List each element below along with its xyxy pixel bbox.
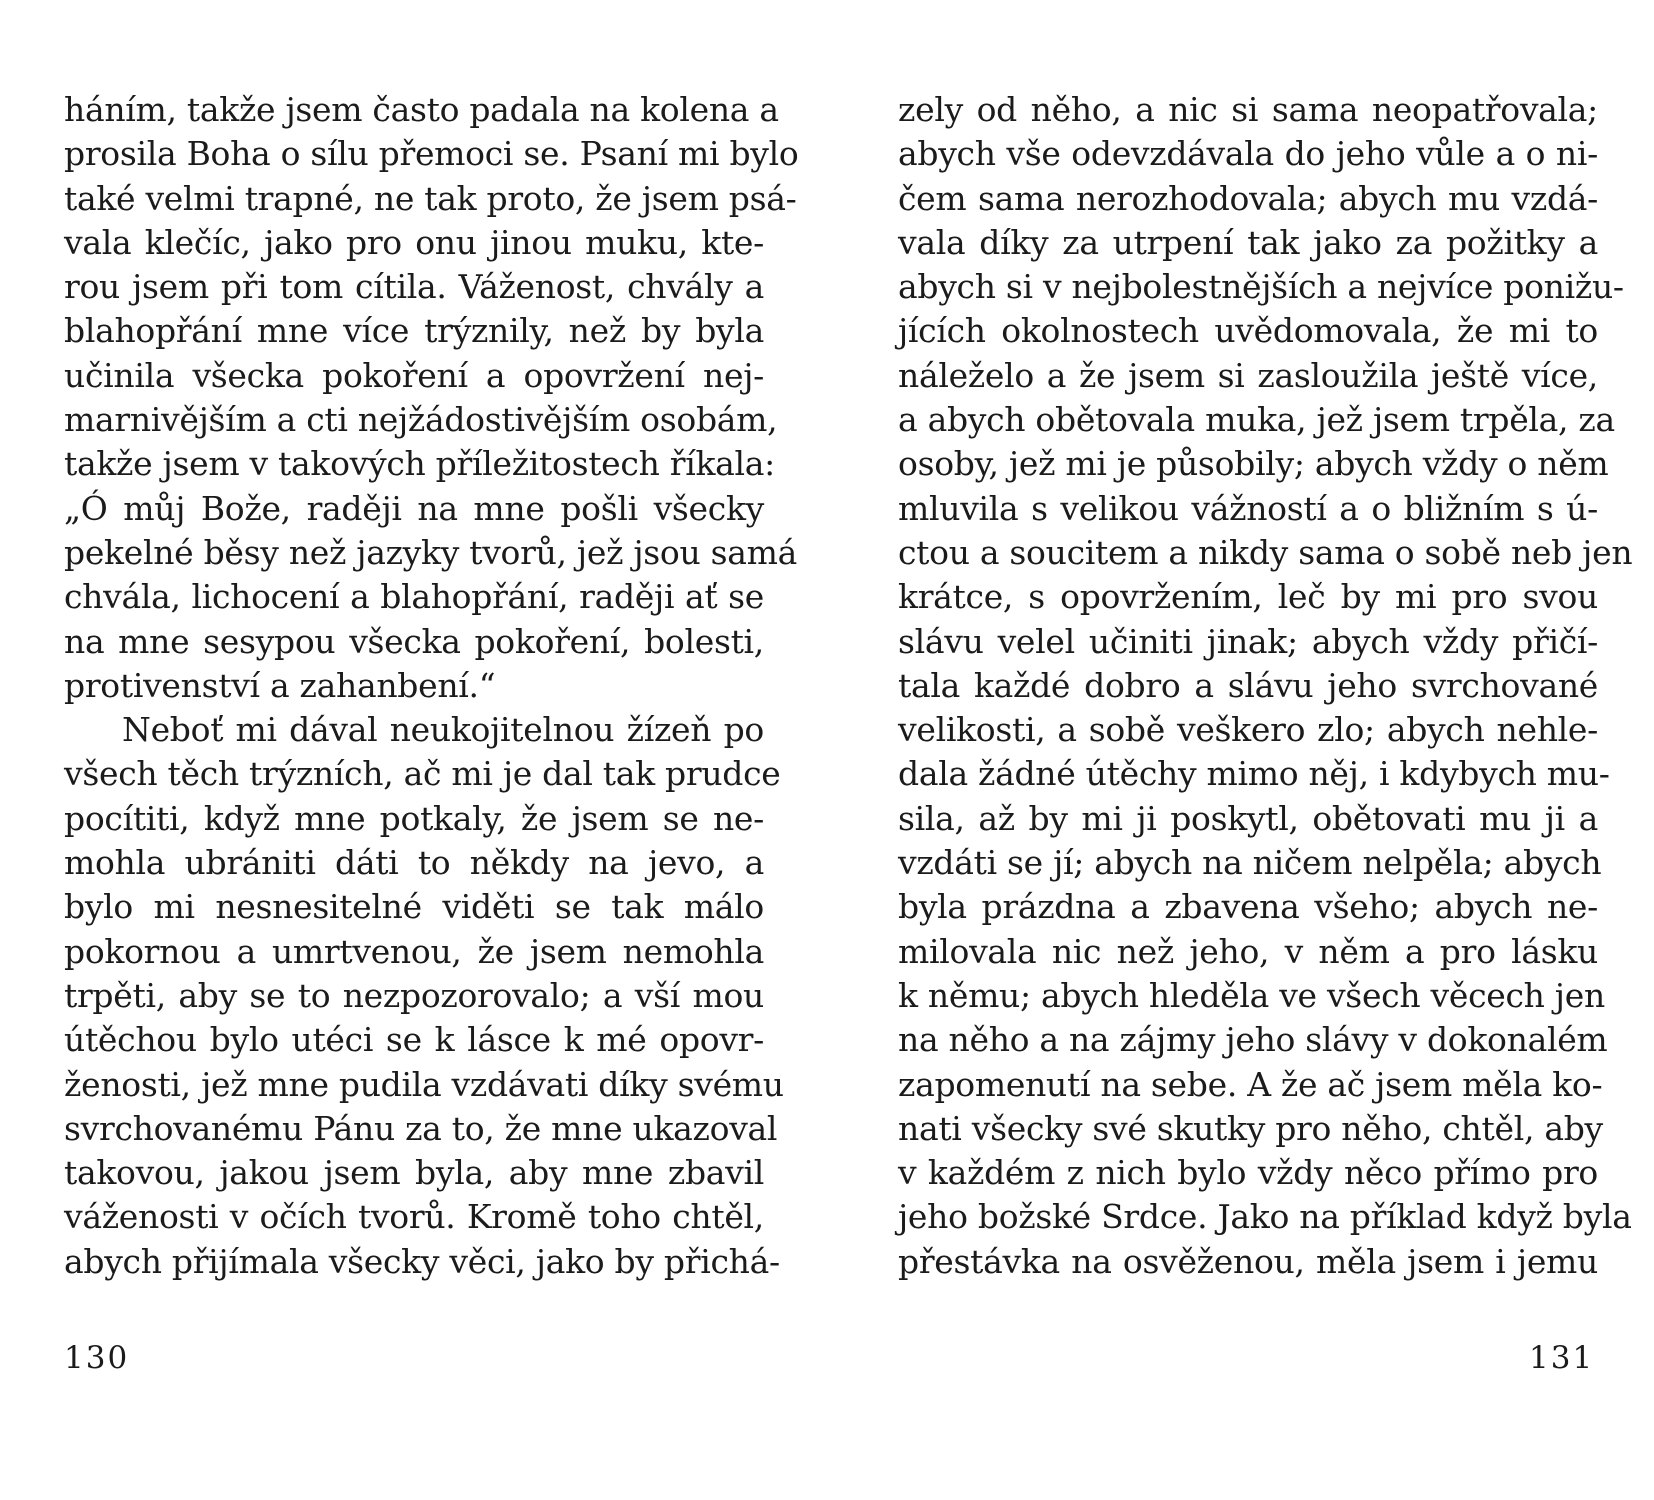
text-line: chvála, lichocenı́ a blahopřánı́, raději ať se (64, 577, 764, 617)
text-line: pekelné běsy než jazyky tvorů, jež jsou samá (64, 532, 798, 572)
text-line: Neboť mi dával neukojitelnou žı́zeň po (122, 710, 764, 750)
text-line: mohla ubrániti dáti to někdy na jevo, a (64, 843, 764, 883)
text-line: bylo mi nesnesitelné viděti se tak málo (64, 887, 764, 927)
left-page-text (64, 88, 799, 1284)
text-line: také velmi trapné, ne tak proto, že jsem psá- (64, 178, 797, 218)
text-line: mluvila s velikou vážnostı́ a o bližnı́m s ú- (898, 488, 1598, 528)
text-line: pokornou a umrtvenou, že jsem nemohla (64, 931, 764, 971)
text-line: vala klečı́c, jako pro onu jinou muku, kte- (64, 222, 764, 262)
right-page (898, 88, 1633, 1284)
text-line: protivenstvı́ a zahanbenı́.“ (64, 665, 496, 705)
text-line: tala každé dobro a slávu jeho svrchované (898, 665, 1598, 705)
page-number-right: 131 (1529, 1340, 1595, 1376)
text-line: byla prázdna a zbavena všeho; abych ne- (898, 887, 1598, 927)
text-line: marnivějšı́m a cti nejžádostivějšı́m osobám, (64, 400, 778, 440)
text-line: čem sama nerozhodovala; abych mu vzdá- (898, 178, 1598, 218)
text-line: váženosti v očı́ch tvorů. Kromě toho chtěl, (64, 1197, 764, 1237)
text-line: milovala nic než jeho, v něm a pro lásku (898, 931, 1598, 971)
text-line: abych přijı́mala všecky věci, jako by přichá- (64, 1241, 780, 1281)
text-line: zapomenutı́ na sebe. A že ač jsem měla ko- (898, 1064, 1603, 1104)
text-line: ženosti, jež mne pudila vzdávati dı́ky svému (64, 1064, 784, 1104)
text-line: hánı́m, takže jsem často padala na kolena a (64, 90, 779, 129)
right-page-text (898, 88, 1633, 1284)
text-line: a abych obětovala muka, jež jsem trpěla, za (898, 400, 1615, 440)
text-line: takže jsem v takových přı́ležitostech řı́kala: (64, 444, 775, 484)
text-line: jı́cı́ch okolnostech uvědomovala, že mi to (898, 311, 1598, 351)
text-line: jeho božské Srdce. Jako na přı́klad když byla (898, 1197, 1632, 1237)
text-line: dala žádné útěchy mimo něj, i kdybych mu- (898, 754, 1610, 794)
text-line: slávu velel učiniti jinak; abych vždy přičı́- (898, 621, 1598, 661)
text-line: všech těch trýznı́ch, ač mi je dal tak prudce (64, 754, 781, 794)
text-line: pocı́titi, když mne potkaly, že jsem se ne- (64, 798, 764, 838)
text-line: učinila všecka pokořenı́ a opovrženı́ nej- (64, 355, 764, 395)
text-line: ctou a soucitem a nikdy sama o sobě neb jen (898, 532, 1633, 572)
text-line: rou jsem při tom cı́tila. Váženost, chvály a (64, 267, 764, 307)
text-line: svrchovanému Pánu za to, že mne ukazoval (64, 1108, 778, 1148)
text-line: sila, až by mi ji poskytl, obětovati mu ji a (898, 798, 1598, 838)
text-line: prosila Boha o sı́lu přemoci se. Psanı́ mi bylo (64, 134, 799, 174)
text-line: vzdáti se jı́; abych na ničem nelpěla; abych (898, 843, 1602, 883)
text-line: vala dı́ky za utrpenı́ tak jako za požitky a (898, 222, 1598, 262)
text-line: přestávka na osvěženou, měla jsem i jemu (898, 1241, 1598, 1281)
text-line: takovou, jakou jsem byla, aby mne zbavil (64, 1153, 764, 1193)
text-line: abych si v nejbolestnějšı́ch a nejvı́ce ponižu- (898, 267, 1624, 307)
text-line: k němu; abych hleděla ve všech věcech jen (898, 975, 1605, 1015)
text-line: velikosti, a sobě veškero zlo; abych nehle- (898, 710, 1598, 750)
text-line: náleželo a že jsem si zasloužila ještě vı́ce, (898, 355, 1598, 395)
text-line: v každém z nich bylo vždy něco přı́mo pro (898, 1153, 1598, 1193)
text-line: útěchou bylo utéci se k lásce k mé opovr- (64, 1020, 764, 1060)
text-line: krátce, s opovrženı́m, leč by mi pro svou (898, 577, 1598, 617)
text-line: „Ó můj Bože, raději na mne pošli všecky (64, 488, 764, 528)
text-line: na mne sesypou všecka pokořenı́, bolesti, (64, 621, 764, 661)
text-line: abych vše odevzdávala do jeho vůle a o ni- (898, 134, 1598, 174)
text-line: na něho a na zájmy jeho slávy v dokonalém (898, 1020, 1608, 1060)
text-line: trpěti, aby se to nezpozorovalo; a všı́ mou (64, 975, 764, 1015)
text-line: nati všecky své skutky pro něho, chtěl, aby (898, 1108, 1603, 1148)
left-page (64, 88, 799, 1284)
page-number-left: 130 (64, 1340, 130, 1376)
text-line: zely od něho, a nic si sama neopatřovala; (898, 90, 1598, 129)
text-line: blahopřánı́ mne vı́ce trýznily, než by byla (64, 311, 764, 351)
text-line: osoby, jež mi je působily; abych vždy o něm (898, 444, 1609, 484)
